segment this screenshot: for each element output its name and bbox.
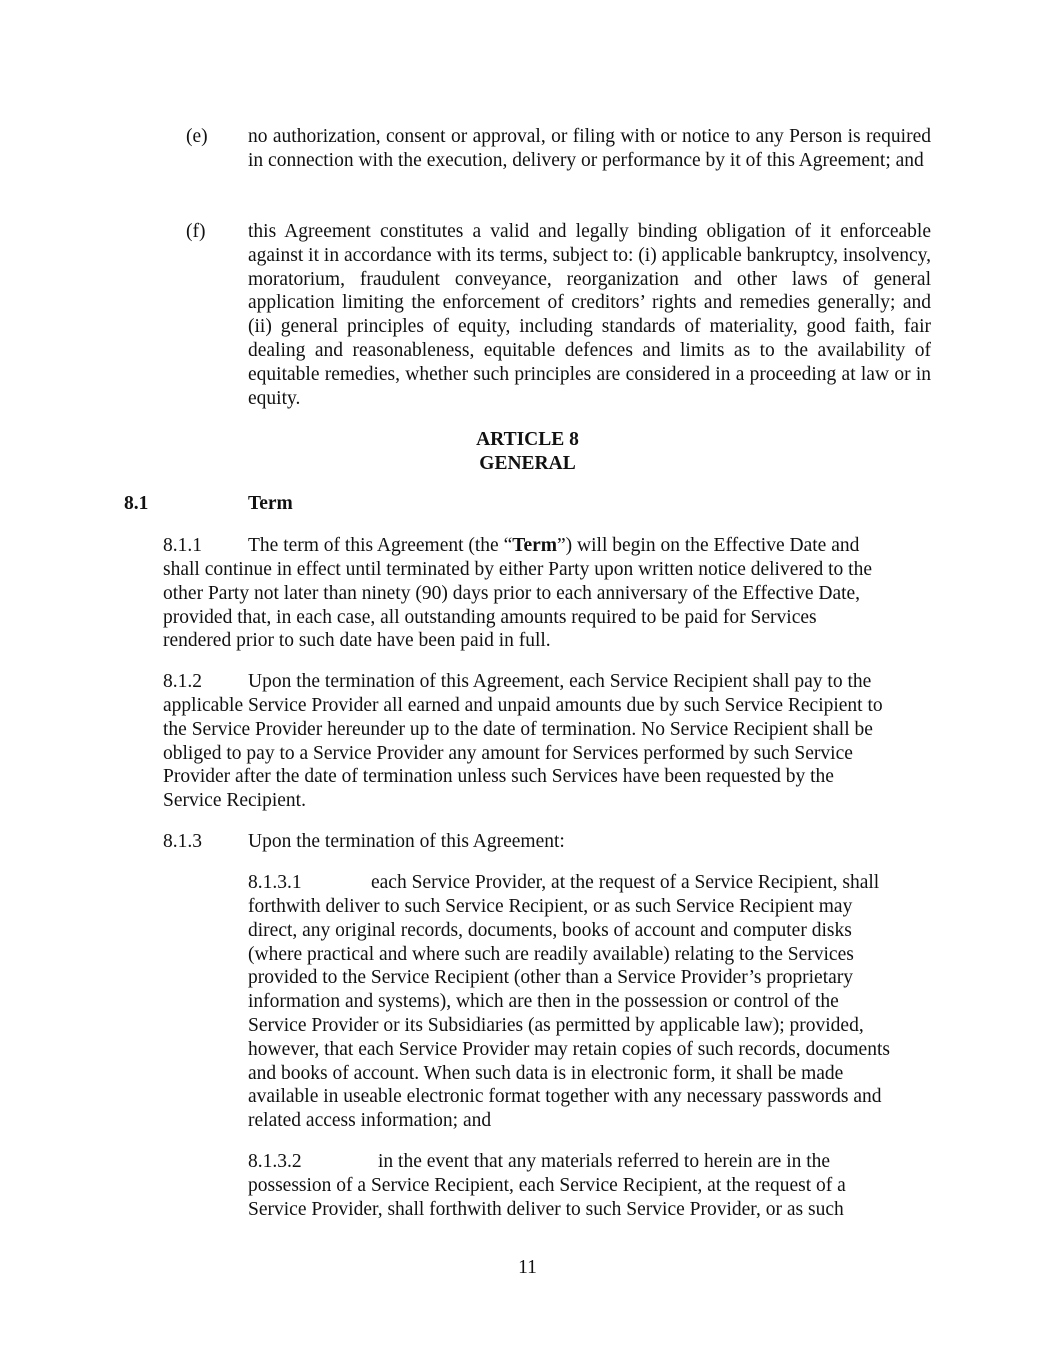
s812-line: obliged to pay to a Service Provider any amount for Services performed by such Service (163, 742, 853, 764)
item-f-label: (f) (186, 221, 206, 242)
s812-line: Provider after the date of termination unless such Services have been requested by the (163, 766, 834, 788)
item-e-label: (e) (186, 126, 208, 147)
s811-line: rendered prior to such date have been paid in full. (163, 630, 551, 652)
s811-body (163, 558, 872, 653)
s811-line: provided that, in each case, all outstanding amounts required to be paid for Services (163, 606, 817, 628)
s811-first-line (248, 534, 859, 558)
s8131-line: information and systems), which are then in the possession or control of the (248, 991, 839, 1013)
s8131-line: however, that each Service Provider may retain copies of such records, documents (248, 1038, 890, 1060)
s812-first-line: Upon the termination of this Agreement, each Service Recipient shall pay to the (248, 671, 872, 692)
item-f-text: this Agreement constitutes a valid and legally binding obligation of it enforceable against it in accordance with its terms, subject to: (i) applicable bankruptcy, insolvency, moratorium, fraudulent conveyance, reorganization and other laws of general application limiting the enforcement of creditors’ rights and remedies generally; and (ii) general principles of equity, including standards of materiality, good faith, fair dealing and reasonableness, equitable defences and limits as to the availability of equitable remedies, whether such principles are considered in a proceeding at law or in equity. (248, 221, 931, 409)
s8132-number: 8.1.3.2 (248, 1151, 302, 1172)
s812-line: applicable Service Provider all earned and unpaid amounts due by such Service Recipient to (163, 695, 883, 716)
s812-body (163, 694, 883, 813)
s8132-line: Service Provider, shall forthwith deliver to such Service Provider, or as such (248, 1198, 844, 1220)
s8131-line: provided to the Service Recipient (other than a Service Provider’s proprietary (248, 967, 854, 989)
s8132-line: possession of a Service Recipient, each Service Recipient, at the request of a (248, 1175, 846, 1196)
s8131-line: direct, any original records, documents, books of account and computer disks (248, 919, 852, 941)
section-number: 8.1 (124, 493, 149, 514)
section-title: Term (248, 493, 293, 514)
page-number: 11 (518, 1257, 537, 1278)
s8131-line: (where practical and where such are readily available) relating to the Services (248, 943, 854, 965)
s8131-line: Service Provider or its Subsidiaries (as permitted by applicable law); provided, (248, 1014, 864, 1036)
s812-number: 8.1.2 (163, 671, 202, 692)
s811-before: The term of this Agreement (the “ (248, 535, 513, 556)
s813-text: Upon the termination of this Agreement: (248, 831, 565, 852)
s812-line: the Service Provider hereunder up to the date of termination. No Service Recipient shall be (163, 718, 873, 740)
s811-line: other Party not later than ninety (90) days prior to each anniversary of the Effective Date, (163, 582, 861, 604)
s8131-body (248, 895, 890, 1133)
s811-number: 8.1.1 (163, 535, 202, 556)
s8132-body (248, 1174, 846, 1222)
s811-line: shall continue in effect until terminated by either Party upon written notice delivered to the (163, 559, 873, 580)
s813-number: 8.1.3 (163, 831, 202, 852)
s811-after: ”) will begin on the Effective Date and (557, 535, 860, 556)
s8131-line: related access information; and (248, 1110, 492, 1132)
s8131-line: and books of account. When such data is in electronic form, it shall be made (248, 1062, 844, 1084)
defined-term: Term (512, 535, 558, 556)
s8132-first-line: in the event that any materials referred to herein are in the (378, 1151, 831, 1172)
s8131-first-line: each Service Provider, at the request of a Service Recipient, shall (371, 872, 880, 893)
s812-line: Service Recipient. (163, 790, 306, 812)
article-title: GENERAL (479, 453, 576, 474)
s8131-number: 8.1.3.1 (248, 872, 302, 893)
s8131-line: available in useable electronic format together with any necessary passwords and (248, 1086, 882, 1108)
s8131-line: forthwith deliver to such Service Recipient, or as such Service Recipient may (248, 896, 853, 917)
article-number: ARTICLE 8 (476, 429, 579, 450)
item-e-text: no authorization, consent or approval, or filing with or notice to any Person is required in connection with the execution, delivery or performance by it of this Agreement; and (248, 126, 931, 171)
